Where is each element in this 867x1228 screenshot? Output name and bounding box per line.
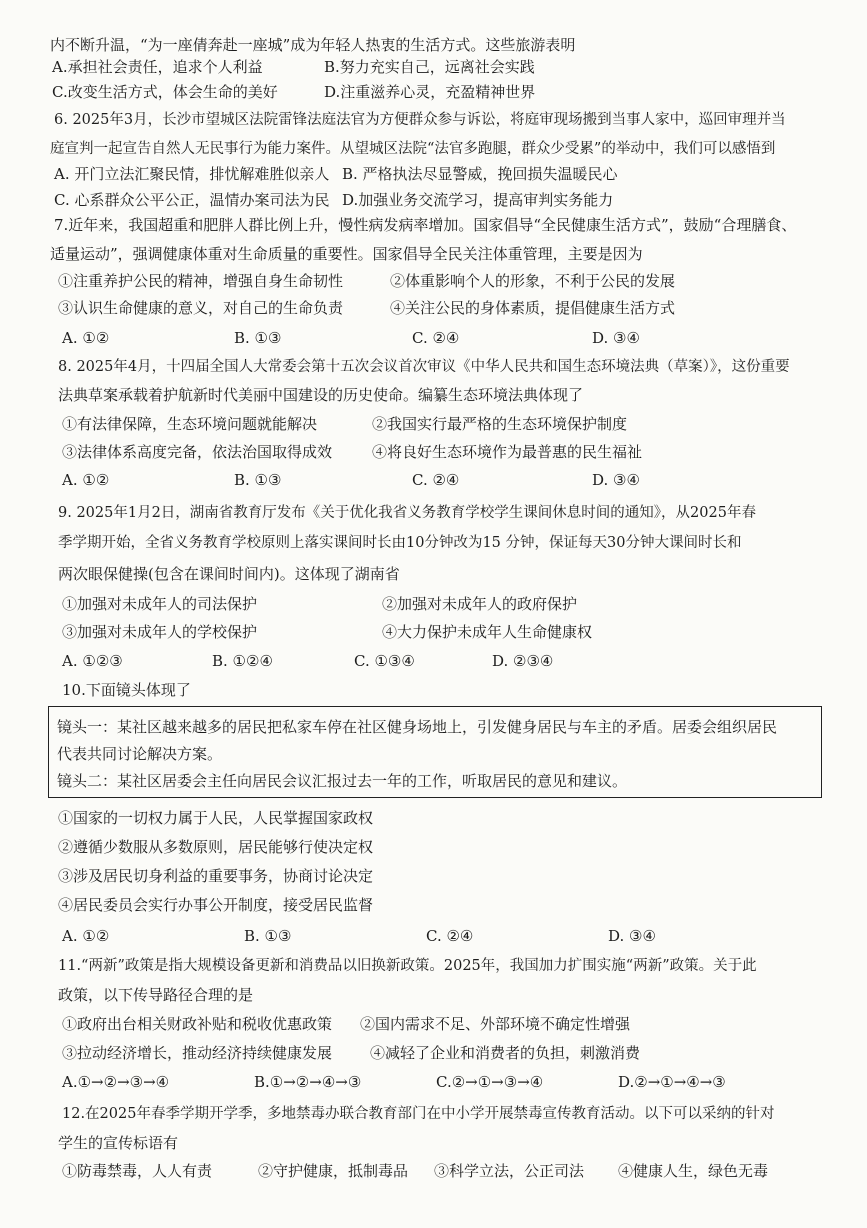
q7-choice-c: C. ②④ (412, 329, 460, 347)
q11-choice-a: A.①→②→③→④ (62, 1073, 170, 1091)
q6-option-b: B. 严格执法尽显警威，挽回损失温暖民心 (342, 165, 618, 183)
q11-item-3: ③拉动经济增长，推动经济持续健康发展 (62, 1044, 333, 1062)
q12-stem-line2: 学生的宣传标语有 (58, 1134, 179, 1152)
q5-stem-tail: 内不断升温，“为一座倩奔赴一座城”成为年轻人热衷的生活方式。这些旅游表明 (50, 36, 576, 54)
q8-choice-b: B. ①③ (234, 471, 282, 489)
q6-option-d: D.加强业务交流学习，提高审判实务能力 (342, 191, 614, 209)
q5-option-b: B.努力充实自己，远离社会实践 (324, 58, 535, 76)
q11-item-4: ④减轻了企业和消费者的负担，刺激消费 (370, 1044, 641, 1062)
q9-item-3: ③加强对未成年人的学校保护 (62, 623, 258, 641)
q5-option-c: C.改变生活方式，体会生命的美好 (52, 83, 278, 101)
q7-item-4: ④关注公民的身体素质，提倡健康生活方式 (390, 299, 676, 317)
q9-choice-c: C. ①③④ (354, 652, 415, 670)
q5-option-a: A.承担社会责任，追求个人利益 (52, 58, 263, 76)
scenario-2: 镜头二：某社区居委会主任向居民会议汇报过去一年的工作，听取居民的意见和建议。 (57, 772, 628, 790)
q11-item-1: ①政府出台相关财政补贴和税收优惠政策 (62, 1015, 333, 1033)
q8-choice-c: C. ②④ (412, 471, 460, 489)
q9-stem-line3: 两次眼保健操(包含在课间时间内)。这体现了湖南省 (58, 565, 400, 583)
q7-item-3: ③认识生命健康的意义，对自己的生命负责 (58, 299, 344, 317)
q8-item-1: ①有法律保障，生态环境问题就能解决 (62, 415, 318, 433)
q7-item-1: ①注重养护公民的精神，增强自身生命韧性 (58, 272, 344, 290)
q10-item-4: ④居民委员会实行办事公开制度，接受居民监督 (58, 896, 374, 914)
scenario-1-line2: 代表共同讨论解决方案。 (57, 745, 223, 763)
q9-choice-b: B. ①②④ (212, 652, 273, 670)
q7-item-2: ②体重影响个人的形象，不利于公民的发展 (390, 272, 676, 290)
q8-choice-d: D. ③④ (592, 471, 640, 489)
q9-item-1: ①加强对未成年人的司法保护 (62, 595, 258, 613)
q11-stem-line1: 11.“两新”政策是指大规模设备更新和消费品以旧换新政策。2025年，我国加力扩围实施“两新”政策。关于此 (58, 958, 757, 974)
q11-choice-d: D.②→①→④→③ (618, 1073, 726, 1091)
q12-stem-line1: 12.在2025年春季学期开学季，多地禁毒办联合教育部门在中小学开展禁毒宣传教育活动。以下可以采纳的针对 (62, 1106, 775, 1122)
q11-choice-b: B.①→②→④→③ (254, 1073, 362, 1091)
q10-choice-d: D. ③④ (608, 927, 656, 945)
q8-item-4: ④将良好生态环境作为最普惠的民生福祉 (372, 443, 643, 461)
q6-stem-line2: 庭宣判一起宣告自然人无民事行为能力案件。从望城区法院“法官多跑腿，群众少受累”的举动中，我们可以感悟到 (50, 141, 776, 157)
q7-stem-line2: 适量运动”，强调健康体重对生命质量的重要性。国家倡导全民关注体重管理，主要是因为 (50, 245, 643, 263)
q8-item-3: ③法律体系高度完备，依法治国取得成效 (62, 443, 333, 461)
q10-item-1: ①国家的一切权力属于人民，人民掌握国家政权 (58, 809, 374, 827)
scenario-1-line1: 镜头一：某社区越来越多的居民把私家车停在社区健身场地上，引发健身居民与车主的矛盾。居委会组织居民 (57, 718, 778, 736)
q9-item-4: ④大力保护未成年人生命健康权 (382, 623, 593, 641)
q8-item-2: ②我国实行最严格的生态环境保护制度 (372, 415, 628, 433)
scenario-box (48, 706, 822, 798)
q10-item-2: ②遵循少数服从多数原则，居民能够行使决定权 (58, 838, 374, 856)
q11-choice-c: C.②→①→③→④ (436, 1073, 544, 1091)
q12-item-3: ③科学立法，公正司法 (434, 1162, 585, 1180)
q8-stem-line1: 8. 2025年4月，十四届全国人大常委会第十五次会议首次审议《中华人民共和国生态环境法典（草案）》，这份重要 (58, 359, 790, 375)
q10-choice-c: C. ②④ (426, 927, 474, 945)
q9-stem-line1: 9. 2025年1月2日，湖南省教育厅发布《关于优化我省义务教育学校学生课间休息时间的通知》，从2025年春 (58, 505, 756, 521)
q8-stem-line2: 法典草案承载着护航新时代美丽中国建设的历史使命。编纂生态环境法典体现了 (58, 386, 584, 404)
q7-choice-b: B. ①③ (234, 329, 282, 347)
q5-option-d: D.注重滋养心灵，充盈精神世界 (324, 83, 536, 101)
q9-item-2: ②加强对未成年人的政府保护 (382, 595, 578, 613)
q9-choice-a: A. ①②③ (62, 652, 123, 670)
q7-stem-line1: 7.近年来，我国超重和肥胖人群比例上升，慢性病发病率增加。国家倡导“全民健康生活方式”，鼓励“合理膳食、 (54, 216, 797, 234)
q8-choice-a: A. ①② (62, 471, 110, 489)
q11-stem-line2: 政策，以下传导路径合理的是 (58, 986, 254, 1004)
q6-stem-line1: 6. 2025年3月，长沙市望城区法院雷锋法庭法官为方便群众参与诉讼，将庭审现场搬到当事人家中，巡回审理并当 (54, 112, 786, 128)
q12-item-4: ④健康人生，绿色无毒 (618, 1162, 769, 1180)
q10-stem: 10.下面镜头体现了 (62, 681, 191, 699)
q6-option-c: C. 心系群众公平公正，温情办案司法为民 (54, 191, 330, 209)
q7-choice-a: A. ①② (62, 329, 110, 347)
q10-item-3: ③涉及居民切身利益的重要事务，协商讨论决定 (58, 867, 374, 885)
q12-item-1: ①防毒禁毒，人人有责 (62, 1162, 213, 1180)
q10-choice-b: B. ①③ (244, 927, 292, 945)
q6-option-a: A. 开门立法汇聚民情，排忧解难胜似亲人 (54, 165, 330, 183)
q10-choice-a: A. ①② (62, 927, 110, 945)
q12-item-2: ②守护健康，抵制毒品 (258, 1162, 409, 1180)
q9-stem-line2: 季学期开始，全省义务教育学校原则上落实课间时长由10分钟改为15 分钟，保证每天30分钟大课间时长和 (58, 535, 742, 551)
q9-choice-d: D. ②③④ (492, 652, 554, 670)
q7-choice-d: D. ③④ (592, 329, 640, 347)
q11-item-2: ②国内需求不足、外部环境不确定性增强 (360, 1015, 631, 1033)
